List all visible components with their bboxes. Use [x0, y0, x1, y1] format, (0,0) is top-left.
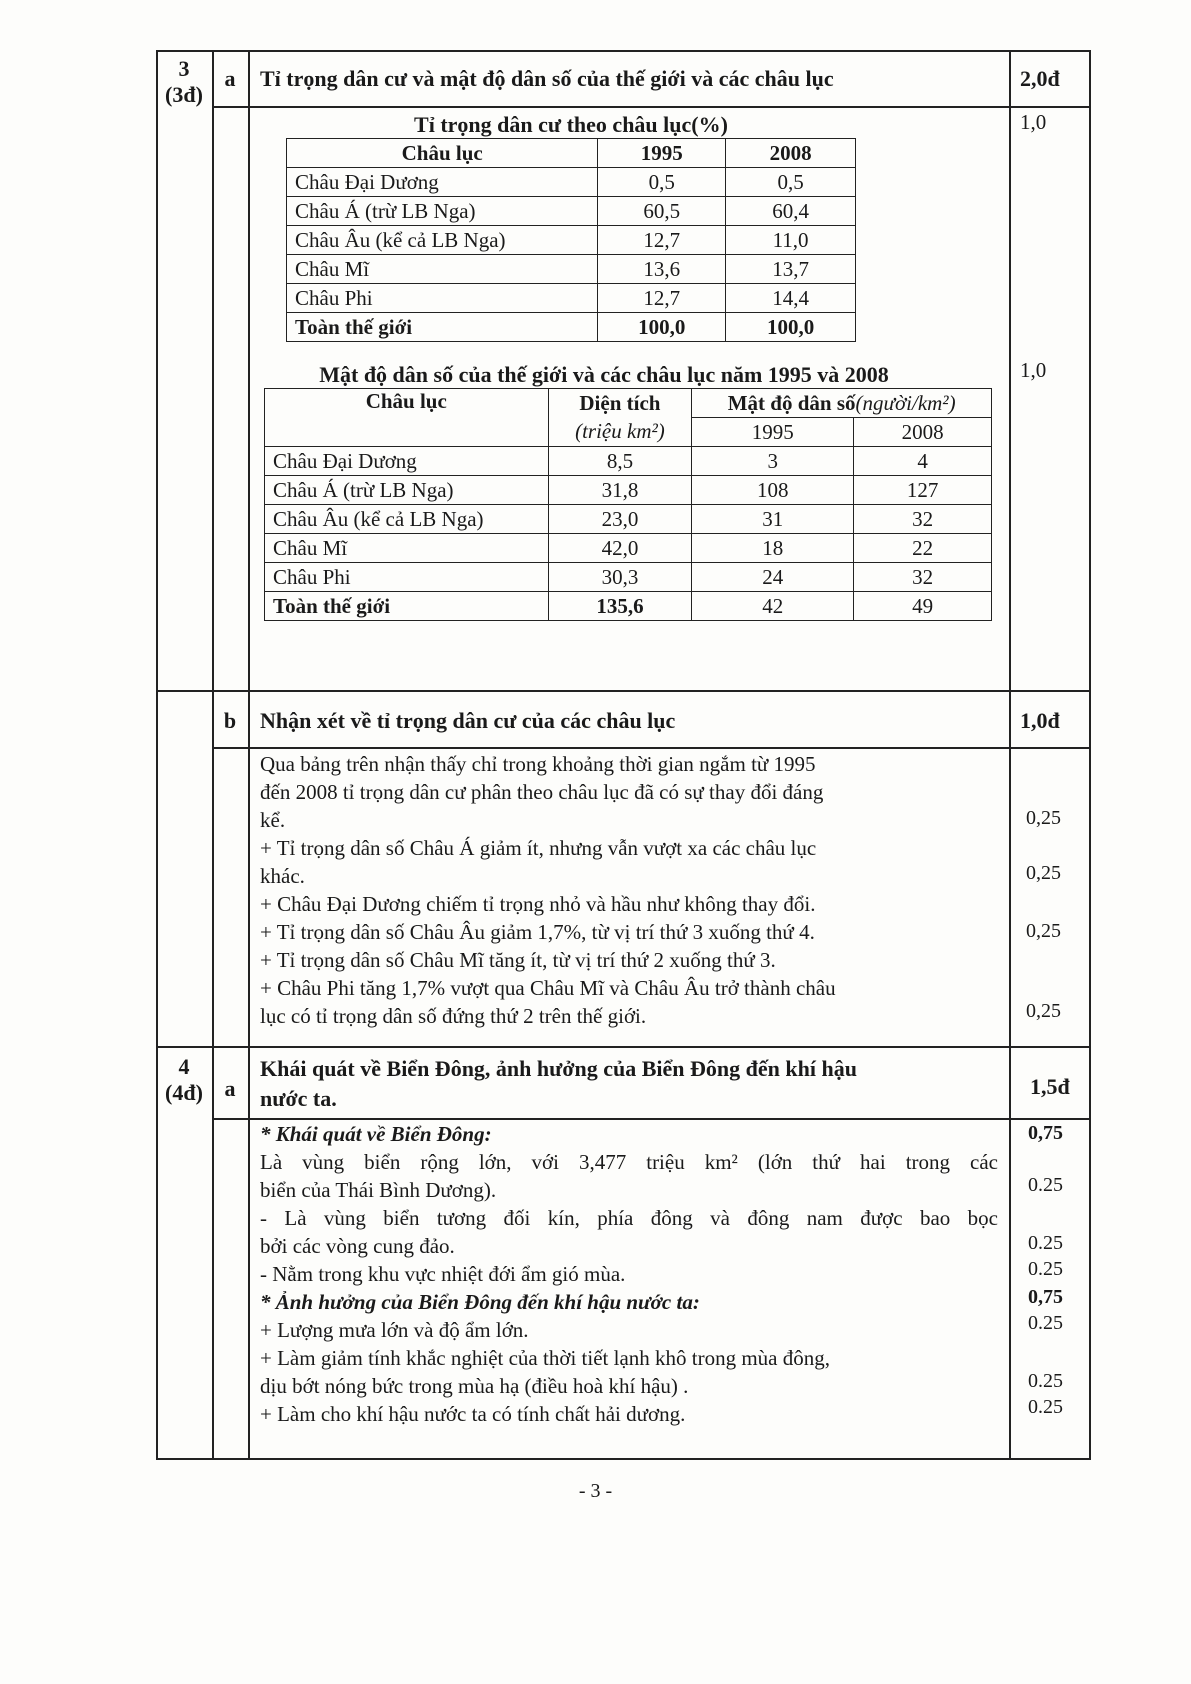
table-cell: 13,7 [726, 255, 856, 284]
table-cell: 60,4 [726, 197, 856, 226]
question-points: (3đ) [165, 82, 203, 107]
part-label: a [224, 1076, 236, 1101]
column-header: 1995 [598, 139, 726, 168]
score-value: 0,75 [1028, 1122, 1063, 1144]
table-cell: 3 [692, 447, 854, 476]
section-heading: * Khái quát về Biển Đông: [260, 1122, 492, 1146]
table-cell: 60,5 [598, 197, 726, 226]
answer-line: Qua bảng trên nhận thấy chỉ trong khoảng thời gian ngắm từ 1995 [260, 752, 816, 776]
table-cell: Châu Mĩ [287, 255, 598, 284]
table-cell: Châu Á (trừ LB Nga) [265, 476, 549, 505]
border-col-3 [1009, 50, 1011, 1460]
answer-line: dịu bớt nóng bức trong mùa hạ (điều hoà khí hậu) . [260, 1374, 689, 1398]
part-title: nước ta. [260, 1086, 337, 1111]
score-value: 0.25 [1028, 1396, 1063, 1418]
table-row-total [265, 592, 992, 621]
score-value: 1,0 [1020, 358, 1047, 382]
score-value: 0,25 [1026, 920, 1061, 942]
part-score: 2,0đ [1020, 66, 1060, 91]
table-cell: 32 [854, 563, 992, 592]
population-density-table [264, 388, 992, 621]
table-cell: 0,5 [726, 168, 856, 197]
table-cell: 135,6 [548, 592, 692, 621]
table-cell: 18 [692, 534, 854, 563]
column-header: Châu lục [265, 389, 549, 447]
row-line-q3b-top [156, 690, 1091, 692]
table-cell: Châu Đại Dương [287, 168, 598, 197]
table-row [287, 168, 856, 197]
table-cell: 108 [692, 476, 854, 505]
density-header-label: Mật độ dân số [727, 390, 856, 415]
population-share-table [286, 138, 856, 342]
column-header: Châu lục [287, 139, 598, 168]
density-header-unit: (người/km²) [855, 390, 956, 415]
table-row-total [287, 313, 856, 342]
column-header: Diện tích [548, 389, 692, 418]
table-cell: 30,3 [548, 563, 692, 592]
question-number: 4 [178, 1054, 190, 1079]
table-cell: 100,0 [598, 313, 726, 342]
table-caption: Tỉ trọng dân cư theo châu lục(%) [414, 112, 728, 137]
score-value: 0,25 [1026, 862, 1061, 884]
table-cell: 100,0 [726, 313, 856, 342]
table-cell: Châu Âu (kể cả LB Nga) [265, 505, 549, 534]
table-row [265, 563, 992, 592]
answer-line: + Tỉ trọng dân số Châu Mĩ tăng ít, từ vị trí thứ 2 xuống thứ 3. [260, 948, 776, 972]
table-cell: 42 [692, 592, 854, 621]
answer-line: + Tỉ trọng dân số Châu Âu giảm 1,7%, từ vị trí thứ 3 xuống thứ 4. [260, 920, 815, 944]
score-value: 0,75 [1028, 1286, 1063, 1308]
table-row [265, 447, 992, 476]
table-cell: 31,8 [548, 476, 692, 505]
table-cell: 11,0 [726, 226, 856, 255]
border-bottom [156, 1458, 1091, 1460]
answer-line: đến 2008 tỉ trọng dân cư phân theo châu lục đã có sự thay đổi đáng [260, 780, 824, 804]
row-line-q4-top [156, 1046, 1091, 1048]
column-header [692, 389, 992, 418]
table-cell: 12,7 [598, 226, 726, 255]
answer-line: - Là vùng biển tương đối kín, phía đông và đông nam được bao bọc [260, 1206, 998, 1230]
table-row [265, 505, 992, 534]
table-cell: Toàn thế giới [287, 313, 598, 342]
answer-line: + Làm cho khí hậu nước ta có tính chất hải dương. [260, 1402, 686, 1426]
answer-line: biển của Thái Bình Dương). [260, 1178, 497, 1202]
table-cell: 8,5 [548, 447, 692, 476]
border-left [156, 50, 158, 1460]
score-value: 1,0 [1020, 110, 1047, 134]
table-row [287, 197, 856, 226]
border-col-2 [248, 50, 250, 1460]
answer-line: + Châu Đại Dương chiếm tỉ trọng nhỏ và hầu như không thay đổi. [260, 892, 816, 916]
score-value: 0,25 [1026, 1000, 1061, 1022]
table-cell: 127 [854, 476, 992, 505]
part-title: Tỉ trọng dân cư và mật độ dân số của thế giới và các châu lục [260, 66, 834, 91]
answer-line: bởi các vòng cung đảo. [260, 1234, 455, 1258]
table-cell: 4 [854, 447, 992, 476]
table-cell: 23,0 [548, 505, 692, 534]
table-row [265, 476, 992, 505]
table-row [287, 255, 856, 284]
answer-line: + Làm giảm tính khắc nghiệt của thời tiết lạnh khô trong mùa đông, [260, 1346, 830, 1370]
table-cell: 24 [692, 563, 854, 592]
answer-line: Là vùng biển rộng lớn, với 3,477 triệu km² (lớn thứ hai trong các [260, 1150, 998, 1174]
table-cell: 42,0 [548, 534, 692, 563]
border-col-1 [212, 50, 214, 1460]
row-line-q3b [212, 747, 1091, 749]
table-cell: Châu Đại Dương [265, 447, 549, 476]
table-row [287, 226, 856, 255]
table-cell: Toàn thế giới [265, 592, 549, 621]
column-header: 2008 [726, 139, 856, 168]
row-line-q3a [212, 106, 1091, 108]
score-value: 0,25 [1026, 807, 1061, 829]
table-cell: 0,5 [598, 168, 726, 197]
score-value: 0.25 [1028, 1232, 1063, 1254]
table-cell: Châu Âu (kể cả LB Nga) [287, 226, 598, 255]
section-heading: * Ảnh hưởng của Biển Đông đến khí hậu nước ta: [260, 1290, 700, 1314]
table-cell: 13,6 [598, 255, 726, 284]
table-cell: 22 [854, 534, 992, 563]
part-title: Khái quát về Biển Đông, ảnh hưởng của Biển Đông đến khí hậu [260, 1056, 857, 1081]
answer-line: + Lượng mưa lớn và độ ẩm lớn. [260, 1318, 529, 1342]
table-cell: 32 [854, 505, 992, 534]
table-cell: 14,4 [726, 284, 856, 313]
part-label: a [224, 66, 236, 91]
part-score: 1,0đ [1020, 708, 1060, 733]
page-number: - 3 - [578, 1480, 613, 1502]
answer-line: lục có tỉ trọng dân số đứng thứ 2 trên thế giới. [260, 1004, 647, 1028]
row-line-q4a [212, 1118, 1091, 1120]
question-number: 3 [178, 56, 190, 81]
answer-line: + Tỉ trọng dân số Châu Á giảm ít, nhưng vẫn vượt xa các châu lục [260, 836, 817, 860]
table-cell: Châu Phi [287, 284, 598, 313]
table-row [265, 534, 992, 563]
border-top [156, 50, 1091, 52]
table-cell: 12,7 [598, 284, 726, 313]
table-cell: Châu Mĩ [265, 534, 549, 563]
part-score: 1,5đ [1030, 1074, 1070, 1099]
question-points: (4đ) [165, 1080, 203, 1105]
answer-line: + Châu Phi tăng 1,7% vượt qua Châu Mĩ và Châu Âu trở thành châu [260, 976, 836, 1000]
column-header-unit: (triệu km²) [548, 418, 692, 447]
table-row [287, 284, 856, 313]
score-value: 0.25 [1028, 1370, 1063, 1392]
answer-sheet [156, 50, 1091, 1460]
answer-line: kể. [260, 808, 286, 832]
column-header: 2008 [854, 418, 992, 447]
table-cell: Châu Á (trừ LB Nga) [287, 197, 598, 226]
table-cell: Châu Phi [265, 563, 549, 592]
part-label: b [223, 708, 237, 733]
table-cell: 49 [854, 592, 992, 621]
score-value: 0.25 [1028, 1312, 1063, 1334]
part-title: Nhận xét về tỉ trọng dân cư của các châu lục [260, 708, 676, 733]
column-header: 1995 [692, 418, 854, 447]
table-caption: Mật độ dân số của thế giới và các châu lục năm 1995 và 2008 [319, 362, 889, 387]
score-value: 0.25 [1028, 1258, 1063, 1280]
answer-line: khác. [260, 864, 305, 888]
score-value: 0.25 [1028, 1174, 1063, 1196]
border-right [1089, 50, 1091, 1460]
answer-line: - Nằm trong khu vực nhiệt đới ẩm gió mùa. [260, 1262, 626, 1286]
table-cell: 31 [692, 505, 854, 534]
